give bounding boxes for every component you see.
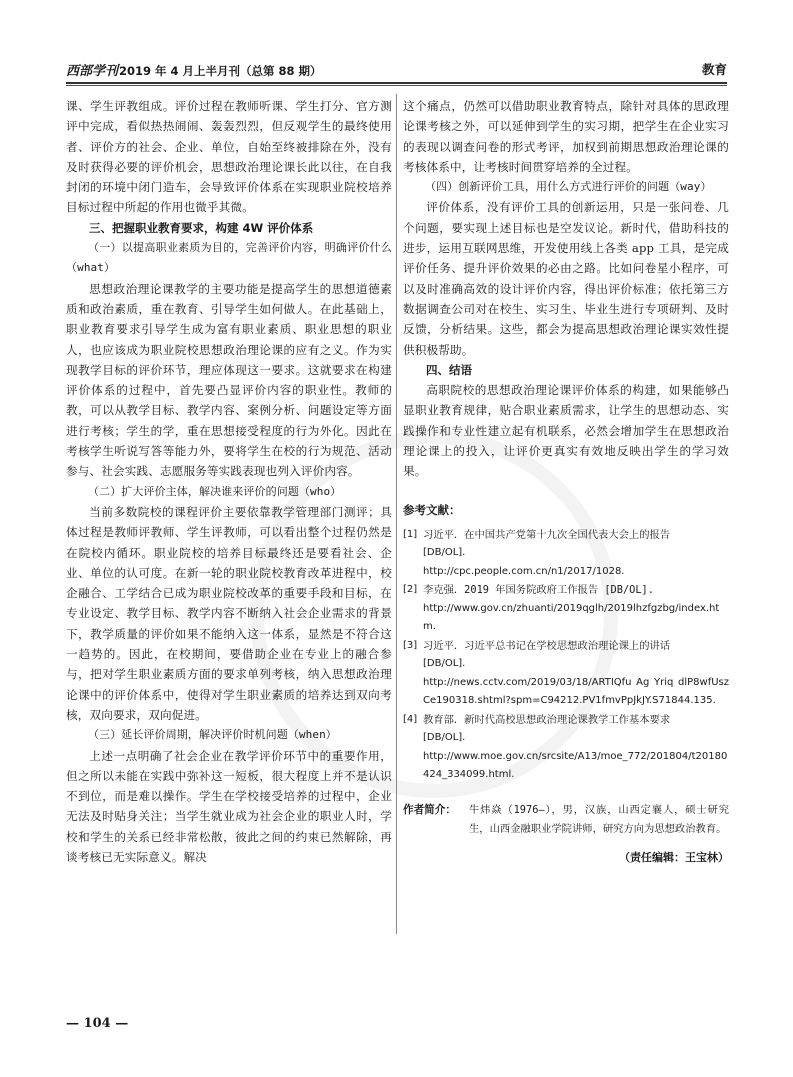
subsection-heading: （一）以提高职业素质为目的，完善评价内容，明确评价什么（what） xyxy=(66,241,392,275)
column-divider xyxy=(396,94,397,934)
paragraph: 课、学生评教组成。评价过程在教师听课、学生打分、官方测评中完成，看似热热闹闹、轰轰烈烈，但反观学生的最终使用者、评价方的社会、企业、单位，自始至终被排除在外，没有及时获得必要的评价机会，思想政治理论课长此以往，在自我封闭的环境中闭门造车，会导致评价体系在实现职业院校培养目标过程中所起的作用也微乎其微。 xyxy=(66,99,392,215)
subsection-heading: （三）延长评价周期，解决评价时机问题（when） xyxy=(88,728,337,742)
paragraph: 思想政治理论课教学的主要功能是提高学生的思想道德素质和政治素质，重在教育、引导学生如何做人。在此基础上，职业教育要求引导学生成为富有职业素质、职业思想的职业人，也应该成为职业院校思想政治理论课的应有之义。作为实现教学目标的评价环节，理应体现这一要求。这就要求在构建评价体系的过程中，首先要凸显评价内容的职业性。教师的教，可以从教学目标、教学内容、案例分析、问题设定等方面进行考核；学生的学，重在思想接受程度的行为外化。因此在考核学生听说写答等能力外，要将学生在校的行为规范、活动参与、社会实践、志愿服务等实践表现也列入评价内容。 xyxy=(66,281,392,479)
author-bio xyxy=(403,801,729,840)
paragraph: 评价体系，没有评价工具的创新运用，只是一张问卷、几个问题，要实现上述目标也是空发议论。新时代，借助科技的进步，运用互联网思维，开发使用线上各类 app 工具，是完成评价任务、提升评价效果的必由之路。比如问卷星小程序，可以及时准确高效的设计评价内容，得出评价标准；依托第三方数据调查公司对在校生、实习生、毕业生进行专项研判、及时反馈，分析结果。这些，都会为提高思想政治理论课实效性提供积极帮助。 xyxy=(403,200,729,357)
reference-number: [3] xyxy=(403,639,418,651)
reference-title: 教育部．新时代高校思想政治理论课教学工作基本要求 xyxy=(423,713,671,726)
section-heading: 三、把握职业教育要求，构建 4W 评价体系 xyxy=(89,220,314,235)
author-bio-text: 牛炜焱（1976—），男，汉族，山西定襄人，硕士研究生，山西金融职业学院讲师，研究方向为思想政治教育。 xyxy=(469,803,729,836)
reference-title: 习近平．在中国共产党第十九次全国代表大会上的报告 xyxy=(423,528,671,541)
reference-type: [DB/OL]. xyxy=(423,732,466,744)
reference-number: [2] xyxy=(403,584,418,596)
reference-item xyxy=(403,637,729,711)
subsection-heading: （二）扩大评价主体，解决谁来评价的问题（who） xyxy=(88,484,342,498)
journal-header xyxy=(66,60,322,79)
header-rule-thin xyxy=(66,85,727,86)
reference-list xyxy=(403,526,729,785)
reference-url: http://news.cctv.com/2019/03/18/ARTIQfu Ag Yriq dlP8wfUszCe190318.shtml?spm=C94212.PV1fmvPpJkJY.S71844.135. xyxy=(423,676,729,707)
journal-logo: 西部学刊 xyxy=(66,64,119,79)
journal-issue: 2019 年 4 月上半月刊（总第 88 期） xyxy=(119,64,322,78)
responsible-editor: （责任编辑：王宝林） xyxy=(619,850,729,864)
right-column xyxy=(403,96,729,868)
reference-number: [1] xyxy=(403,528,418,540)
reference-url: http://www.gov.cn/zhuanti/2019qglh/2019lhzfgzbg/index.htm. xyxy=(423,602,720,633)
reference-type: [DB/OL]. xyxy=(423,658,466,670)
subsection-heading: （四）创新评价工具，用什么方式进行评价的问题（way） xyxy=(425,180,712,194)
reference-url: http://cpc.people.com.cn/n1/2017/1028. xyxy=(423,565,625,577)
left-column xyxy=(66,96,392,867)
paragraph: 当前多数院校的课程评价主要依靠教学管理部门测评；具体过程是教师评教师、学生评教师，可以看出整个过程仍然是在院校内循环。职业院校的培养目标最终还是要看社会、企业、单位的认可度。在新一轮的职业院校教育改革进程中，校企融合、工学结合已成为职业院校改革的重要手段和目标，在专业设定、教学目标、教学内容不断纳入社会企业需求的背景下，教学质量的评价如果不能纳入这一体系，显然是不符合这一趋势的。因此，在校期间，要借助企业在专业上的融合参与，把对学生职业素质方面的要求单列考核，纳入思想政治理论课中的评价体系中，使得对学生职业素质的培养达到双向考核，双向要求，双向促进。 xyxy=(66,504,392,722)
paragraph: 这个痛点，仍然可以借助职业教育特点，除针对具体的思政理论课考核之外，可以延伸到学生的实习期，把学生在企业实习的表现以调查问卷的形式考评，加权到前期思想政治理论课的考核体系中，让考核时间贯穿培养的全过程。 xyxy=(403,99,729,174)
reference-number: [4] xyxy=(403,713,418,725)
reference-item xyxy=(403,581,729,637)
reference-title: 习近平．习近平总书记在学校思想政治理论课上的讲话 xyxy=(423,639,671,652)
reference-item xyxy=(403,526,729,582)
references-title: 参考文献： xyxy=(403,502,461,517)
paragraph: 高职院校的思想政治理论课评价体系的构建，如果能够凸显职业教育规律，贴合职业素质需求，让学生的思想动态、实践操作和专业性建立起有机联系，必然会增加学生在思想政治理论课上的投入，让评价更真实有效地反映出学生的学习效果。 xyxy=(403,383,729,479)
section-label: 教育 xyxy=(701,62,727,77)
reference-type: [DB/OL]. xyxy=(423,547,466,559)
page-number: — 104 — xyxy=(66,1016,129,1031)
paragraph: 上述一点明确了社会企业在教学评价环节中的重要作用，但之所以未能在实践中弥补这一短板，很大程度上并不是认识不到位，而是难以操作。学生在学校接受培养的过程中，企业无法及时贴身关注；当学生就业成为社会企业的职业人时，学校和学生的关系已经非常松散，彼此之间的约束已然解除，再谈考核已无实际意义。解决 xyxy=(66,748,392,864)
reference-title: 李克强．2019 年国务院政府工作报告 [DB/OL]. xyxy=(423,584,654,597)
section-heading: 四、结语 xyxy=(426,362,472,377)
header-rule xyxy=(66,82,727,84)
author-bio-label: 作者简介： xyxy=(403,803,456,816)
reference-item xyxy=(403,711,729,785)
reference-url: http://www.moe.gov.cn/srcsite/A13/moe_772/201804/t20180424_334099.html. xyxy=(423,750,728,781)
